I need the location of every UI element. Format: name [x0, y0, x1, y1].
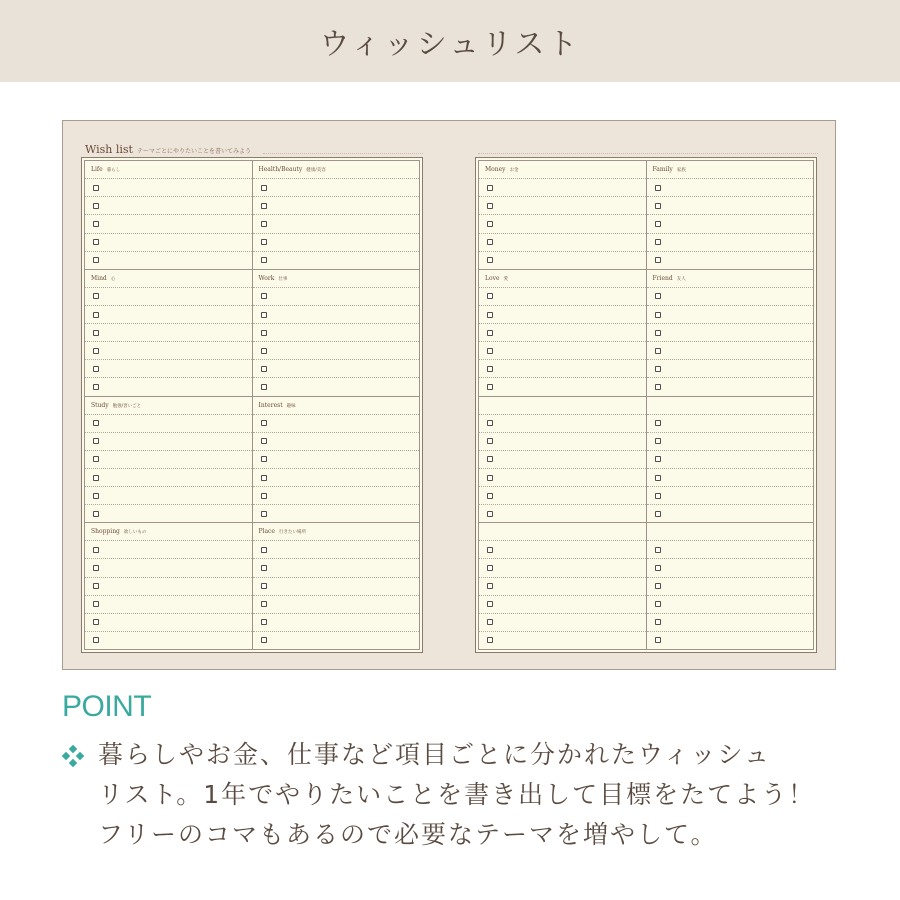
category-label-en: Health/Beauty [258, 166, 303, 174]
category-label-jp: 健康/美容 [306, 168, 326, 174]
checklist-row [647, 360, 814, 378]
checklist-row [479, 596, 646, 614]
checkbox-icon [487, 203, 493, 209]
checkbox-icon [261, 221, 267, 227]
checkbox-icon [261, 203, 267, 209]
checklist-row [647, 632, 814, 649]
checklist-row [253, 541, 420, 559]
checklist-row [85, 234, 252, 252]
category-label [259, 166, 326, 173]
category-column [646, 161, 814, 269]
category-label-jp: 行きたい場所 [278, 530, 306, 536]
checklist-row [253, 342, 420, 360]
checkbox-icon [655, 420, 661, 426]
checklist-row [253, 306, 420, 324]
checkbox-icon [487, 601, 493, 607]
checkbox-icon [655, 330, 661, 336]
category-label-row [253, 523, 420, 541]
checklist-row [85, 197, 252, 215]
category-column [479, 270, 646, 396]
checkbox-icon [93, 438, 99, 444]
checkbox-icon [487, 456, 493, 462]
checkbox-icon [487, 384, 493, 390]
checkbox-icon [261, 312, 267, 318]
checklist-row [85, 487, 252, 505]
checklist-row [253, 197, 420, 215]
checkbox-icon [93, 601, 99, 607]
checklist-row [479, 324, 646, 342]
category-label-jp: 趣味 [286, 403, 296, 409]
checklist-row [479, 469, 646, 487]
checkbox-icon [93, 312, 99, 318]
left-page-grid [84, 160, 420, 650]
checkbox-icon [93, 420, 99, 426]
checkbox-icon [655, 547, 661, 553]
checkbox-icon [93, 221, 99, 227]
checkbox-icon [261, 601, 267, 607]
checklist-row [253, 415, 420, 433]
wishlist-heading-title: Wish list [85, 143, 133, 156]
checkbox-icon [261, 348, 267, 354]
checkbox-icon [93, 293, 99, 299]
checklist-row [647, 179, 814, 197]
checkbox-icon [655, 239, 661, 245]
checkbox-icon [655, 475, 661, 481]
checkbox-icon [261, 330, 267, 336]
checklist-row [479, 451, 646, 469]
category-block [479, 523, 813, 649]
page-title: ウィッシュリスト [319, 27, 581, 62]
checklist-row [253, 179, 420, 197]
checkbox-icon [93, 384, 99, 390]
checklist-row [647, 433, 814, 451]
checklist-row [253, 234, 420, 252]
checkbox-icon [487, 493, 493, 499]
checkbox-icon [261, 475, 267, 481]
category-label-jp: 友人 [676, 276, 686, 282]
checklist-row [85, 451, 252, 469]
checklist-row [253, 596, 420, 614]
checklist-row [647, 505, 814, 522]
checkbox-icon [655, 203, 661, 209]
category-column [479, 523, 646, 649]
checklist-row [647, 288, 814, 306]
checkbox-icon [93, 456, 99, 462]
right-page-grid [478, 160, 814, 650]
checkbox-icon [655, 185, 661, 191]
category-label-jp: 仕事 [278, 276, 288, 282]
category-label [653, 166, 686, 173]
checklist-row [85, 433, 252, 451]
checkbox-icon [487, 619, 493, 625]
checklist-row [479, 252, 646, 269]
checklist-row [85, 469, 252, 487]
checkbox-icon [93, 565, 99, 571]
checkbox-icon [93, 257, 99, 263]
checkbox-icon [93, 475, 99, 481]
checkbox-icon [261, 185, 267, 191]
category-block [479, 161, 813, 270]
checklist-row [85, 252, 252, 269]
checkbox-icon [93, 637, 99, 643]
checkbox-icon [93, 583, 99, 589]
checkbox-icon [655, 384, 661, 390]
checkbox-icon [487, 475, 493, 481]
category-label-jp: 心 [110, 276, 116, 282]
checkbox-icon [487, 438, 493, 444]
heading-dotted-line-right [478, 153, 818, 154]
checklist-row [85, 324, 252, 342]
checklist-row [647, 234, 814, 252]
checkbox-icon [655, 601, 661, 607]
category-block [479, 270, 813, 397]
checkbox-icon [93, 511, 99, 517]
checklist-row [647, 614, 814, 632]
checklist-row [647, 487, 814, 505]
checklist-row [85, 541, 252, 559]
category-column [479, 161, 646, 269]
checkbox-icon [261, 420, 267, 426]
checklist-row [253, 632, 420, 649]
checklist-row [85, 378, 252, 395]
category-label-en: Mind [91, 274, 107, 282]
checklist-row [85, 596, 252, 614]
category-column [85, 523, 252, 649]
category-label-row [85, 161, 252, 179]
heading-dotted-line [263, 153, 423, 154]
checkbox-icon [261, 384, 267, 390]
checklist-row [647, 306, 814, 324]
checklist-row [85, 578, 252, 596]
checklist-row [479, 433, 646, 451]
checkbox-icon [487, 330, 493, 336]
checklist-row [253, 469, 420, 487]
checkbox-icon [655, 637, 661, 643]
checkbox-icon [487, 511, 493, 517]
checklist-row [647, 469, 814, 487]
checkbox-icon [655, 348, 661, 354]
blank-label-row [647, 397, 814, 415]
checkbox-icon [93, 348, 99, 354]
category-label-row [253, 270, 420, 288]
checklist-row [479, 197, 646, 215]
category-label [91, 528, 146, 535]
checklist-row [253, 252, 420, 269]
category-label-en: Life [91, 166, 103, 174]
category-label-en: Place [258, 528, 275, 536]
category-label-jp: 暮らし [106, 168, 121, 174]
category-label [91, 166, 120, 173]
category-column [252, 161, 420, 269]
checkbox-icon [487, 420, 493, 426]
checklist-row [479, 578, 646, 596]
category-label-jp: 勉強/習いごと [112, 403, 142, 409]
header-bar [0, 0, 900, 82]
checkbox-icon [487, 366, 493, 372]
category-block [85, 270, 419, 397]
category-label-row [479, 270, 646, 288]
checklist-row [253, 559, 420, 577]
checklist-row [647, 378, 814, 395]
left-page [81, 157, 423, 653]
checklist-row [85, 179, 252, 197]
checklist-row [253, 288, 420, 306]
checkbox-icon [655, 221, 661, 227]
checklist-row [253, 487, 420, 505]
category-label [259, 275, 288, 282]
category-label-en: Love [485, 274, 500, 282]
checkbox-icon [487, 257, 493, 263]
checklist-row [479, 378, 646, 395]
checkbox-icon [487, 637, 493, 643]
checklist-row [253, 360, 420, 378]
checklist-row [85, 360, 252, 378]
category-label [653, 275, 686, 282]
checkbox-icon [261, 493, 267, 499]
checkbox-icon [487, 239, 493, 245]
checkbox-icon [93, 239, 99, 245]
checkbox-icon [261, 239, 267, 245]
checkbox-icon [487, 293, 493, 299]
category-label [91, 275, 115, 282]
checklist-row [85, 632, 252, 649]
category-label [485, 166, 519, 173]
checkbox-icon [655, 438, 661, 444]
category-label-jp: 欲しいもの [123, 530, 147, 536]
category-block [85, 523, 419, 649]
planner-spread-image [62, 120, 836, 670]
category-column [646, 397, 814, 523]
category-label-en: Study [91, 401, 109, 409]
checklist-row [479, 306, 646, 324]
category-column [252, 270, 420, 396]
category-block [479, 397, 813, 524]
category-label [259, 528, 306, 535]
checkbox-icon [655, 493, 661, 499]
checkbox-icon [261, 293, 267, 299]
blank-label-row [479, 523, 646, 541]
category-block [85, 397, 419, 524]
category-label-row [85, 523, 252, 541]
checklist-row [647, 215, 814, 233]
checklist-row [253, 614, 420, 632]
checklist-row [85, 342, 252, 360]
checklist-row [647, 541, 814, 559]
category-column [479, 397, 646, 523]
checkbox-icon [655, 511, 661, 517]
category-label-en: Interest [258, 401, 283, 409]
checklist-row [479, 541, 646, 559]
checkbox-icon [93, 619, 99, 625]
checkbox-icon [487, 348, 493, 354]
checkbox-icon [655, 257, 661, 263]
checklist-row [479, 360, 646, 378]
right-page [475, 157, 817, 653]
checklist-row [253, 324, 420, 342]
category-label [91, 402, 141, 409]
checklist-row [647, 324, 814, 342]
category-label-jp: 家族 [676, 168, 686, 174]
checkbox-icon [261, 583, 267, 589]
category-label-en: Shopping [91, 528, 120, 536]
checkbox-icon [261, 619, 267, 625]
checklist-row [647, 578, 814, 596]
blank-label-row [647, 523, 814, 541]
checklist-row [647, 415, 814, 433]
checklist-row [253, 433, 420, 451]
checkbox-icon [487, 565, 493, 571]
blank-label-row [479, 397, 646, 415]
checkbox-icon [93, 493, 99, 499]
checklist-row [85, 215, 252, 233]
category-column [252, 523, 420, 649]
point-line-1: 暮らしやお金、仕事など項目ごとに分かれたウィッシュ [98, 740, 772, 769]
category-label-en: Work [258, 274, 275, 282]
checklist-row [479, 632, 646, 649]
category-column [646, 270, 814, 396]
checklist-row [479, 415, 646, 433]
checkbox-icon [261, 637, 267, 643]
category-column [646, 523, 814, 649]
checkbox-icon [261, 565, 267, 571]
checkbox-icon [655, 293, 661, 299]
category-label-row [85, 397, 252, 415]
checkbox-icon [261, 366, 267, 372]
checkbox-icon [655, 565, 661, 571]
category-label-row [85, 270, 252, 288]
category-label-row [479, 161, 646, 179]
checkbox-icon [261, 511, 267, 517]
checklist-row [479, 288, 646, 306]
checkbox-icon [655, 619, 661, 625]
checklist-row [85, 306, 252, 324]
category-label-jp: 愛 [503, 276, 509, 282]
checklist-row [647, 559, 814, 577]
category-column [85, 161, 252, 269]
point-line-3: フリーのコマもあるので必要なテーマを増やして。 [98, 820, 718, 849]
checkbox-icon [261, 547, 267, 553]
category-label-row [647, 270, 814, 288]
checkbox-icon [261, 438, 267, 444]
checkbox-icon [93, 366, 99, 372]
category-label-en: Money [485, 166, 506, 174]
category-column [85, 397, 252, 523]
checklist-row [253, 451, 420, 469]
category-label-en: Friend [652, 274, 673, 282]
category-label-row [253, 161, 420, 179]
checkbox-icon [261, 257, 267, 263]
point-body [62, 735, 862, 855]
checklist-row [253, 215, 420, 233]
checkbox-icon [93, 330, 99, 336]
checklist-row [479, 342, 646, 360]
checklist-row [479, 614, 646, 632]
checkbox-icon [487, 185, 493, 191]
checklist-row [647, 451, 814, 469]
checklist-row [85, 505, 252, 522]
checklist-row [479, 234, 646, 252]
category-label-jp: お金 [509, 168, 519, 174]
checklist-row [479, 505, 646, 522]
checkbox-icon [93, 185, 99, 191]
checkbox-icon [261, 456, 267, 462]
checklist-row [647, 596, 814, 614]
checkbox-icon [655, 312, 661, 318]
checkbox-icon [655, 366, 661, 372]
checklist-row [647, 252, 814, 269]
category-label-en: Family [652, 166, 673, 174]
checkbox-icon [487, 312, 493, 318]
checklist-row [85, 415, 252, 433]
checkbox-icon [655, 456, 661, 462]
checklist-row [647, 197, 814, 215]
checkbox-icon [93, 547, 99, 553]
checklist-row [479, 487, 646, 505]
category-label [259, 402, 296, 409]
checklist-row [253, 378, 420, 395]
category-label-row [647, 161, 814, 179]
wishlist-heading-subtitle: テーマごとにやりたいことを書いてみよう [136, 148, 251, 155]
checklist-row [479, 179, 646, 197]
wishlist-heading [85, 143, 251, 156]
diamond-bullet-icon [62, 745, 84, 767]
checklist-row [85, 614, 252, 632]
checklist-row [253, 578, 420, 596]
point-line-2: リスト。1年でやりたいことを書き出して目標をたてよう！ [98, 780, 816, 809]
point-title: POINT [62, 690, 152, 723]
category-block [85, 161, 419, 270]
category-column [252, 397, 420, 523]
checkbox-icon [93, 203, 99, 209]
category-column [85, 270, 252, 396]
category-label [485, 275, 508, 282]
checkbox-icon [487, 547, 493, 553]
checklist-row [479, 215, 646, 233]
checkbox-icon [487, 221, 493, 227]
checklist-row [85, 559, 252, 577]
checkbox-icon [655, 583, 661, 589]
checklist-row [85, 288, 252, 306]
checklist-row [647, 342, 814, 360]
checklist-row [479, 559, 646, 577]
checklist-row [253, 505, 420, 522]
category-label-row [253, 397, 420, 415]
checkbox-icon [487, 583, 493, 589]
